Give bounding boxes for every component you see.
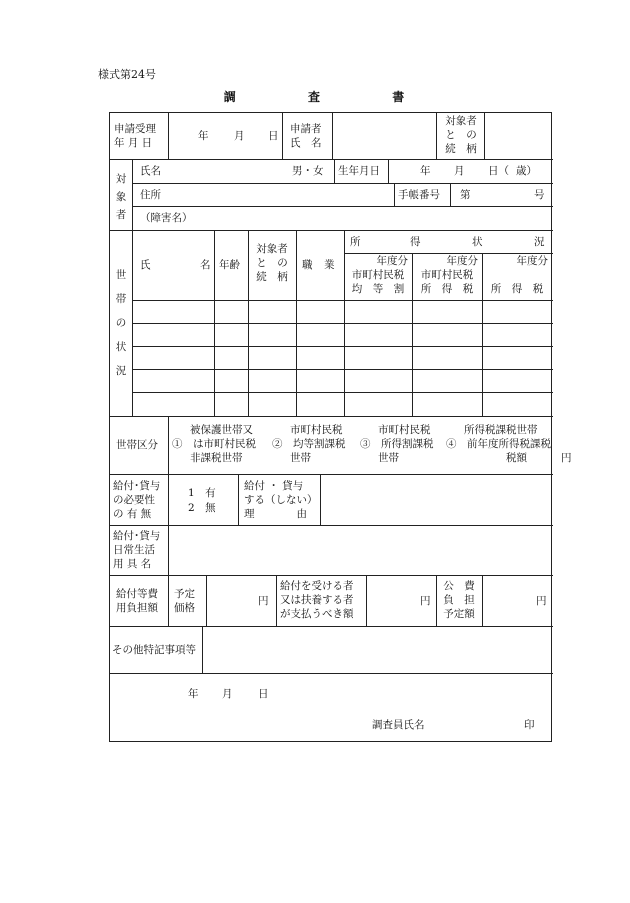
classification-label: 世帯区分	[116, 439, 158, 451]
income-year-label: 年度分	[516, 255, 548, 267]
received-year-unit: 年	[198, 130, 209, 142]
payer-amount-label: 給付を受ける者 又は扶養する者 が支払うべき額	[280, 580, 354, 620]
public-burden-unit: 円	[536, 595, 547, 607]
document-title	[0, 88, 630, 105]
title-char: 書	[392, 90, 407, 104]
necessity-reason-label: 給付 ・ 貸与 する（しない） 理 由	[244, 480, 318, 520]
income-year-label: 年度分	[446, 255, 478, 267]
applicant-relation-label: 対象者 と の 続 柄	[445, 115, 477, 155]
received-month-unit: 月	[234, 130, 245, 142]
survey-year-unit: 年	[188, 688, 199, 700]
gender-field[interactable]: 男・女	[292, 165, 324, 177]
income-header: 所	[350, 236, 361, 248]
handbook-number-label: 手帳番号	[398, 189, 440, 201]
household-label: 世 帯 の 状 況	[115, 269, 127, 377]
survey-form-table	[109, 112, 572, 742]
income-col3-header: 所 得 税	[490, 283, 544, 295]
household-job-header: 職	[302, 259, 313, 271]
household-name-header: 氏	[140, 259, 151, 271]
cost-label: 給付等費 用負担額	[116, 588, 158, 614]
age-unit: 歳）	[516, 165, 537, 177]
planned-price-label: 予定 価格	[174, 588, 195, 614]
investigator-name-label: 調査員氏名	[372, 719, 425, 731]
survey-month-unit: 月	[222, 688, 233, 700]
necessity-option-no[interactable]: 2 無	[188, 502, 216, 514]
public-burden-label: 公 費 負 担 予定額	[443, 580, 475, 620]
income-year-label: 年度分	[376, 255, 408, 267]
daily-items-label: 給付･貸与 日常生活 用 具 名	[113, 530, 161, 570]
received-date-label: 申請受理 年 月 日	[114, 123, 156, 149]
planned-price-unit: 円	[258, 595, 269, 607]
form-number: 様式第24号	[98, 68, 156, 81]
income-header: 況	[534, 236, 545, 248]
household-job-header: 業	[324, 259, 335, 271]
income-header: 状	[472, 236, 483, 248]
classification-option-2[interactable]: 市町村民税 ② 均等割課税 世帯	[272, 424, 346, 464]
necessity-option-yes[interactable]: 1 有	[188, 487, 216, 499]
income-header: 得	[410, 236, 421, 248]
subject-label: 対 象 者	[115, 173, 127, 221]
income-col1-header: 市町村民税 均 等 割	[351, 269, 405, 295]
household-relation-header: 対象者 と の 続 柄	[256, 243, 288, 283]
household-age-header: 年齢	[219, 259, 240, 271]
other-notes-label: その他特記事項等	[112, 644, 196, 656]
classification-option-4[interactable]: 所得税課税世帯 ④ 前年度所得税課税 税額 円	[446, 424, 572, 464]
classification-option-3[interactable]: 市町村民税 ③ 所得割課税 世帯	[360, 424, 434, 464]
payer-amount-unit: 円	[420, 595, 431, 607]
survey-day-unit: 日	[258, 688, 269, 700]
household-name-header: 名	[200, 259, 211, 271]
disability-label: （障害名）	[140, 212, 193, 224]
necessity-label: 給付･貸与 の必要性 の 有 無	[113, 480, 161, 520]
birth-month-unit: 月	[454, 165, 465, 177]
birth-day-unit: 日（	[488, 165, 509, 177]
applicant-name-label: 申請者 氏 名	[290, 123, 322, 149]
address-label: 住所	[140, 189, 161, 201]
handbook-number-suffix: 号	[534, 189, 545, 201]
seal-mark: 印	[524, 719, 535, 731]
birth-year-unit: 年	[420, 165, 431, 177]
title-char: 査	[307, 90, 322, 104]
birth-date-label: 生年月日	[338, 165, 380, 177]
classification-option-1[interactable]: 被保護世帯又 ① は市町村民税 非課税世帯	[172, 424, 256, 464]
received-day-unit: 日	[268, 130, 279, 142]
subject-name-label: 氏名	[140, 165, 161, 177]
title-char: 調	[223, 90, 238, 104]
income-col2-header: 市町村民税 所 得 税	[420, 269, 474, 295]
handbook-number-prefix: 第	[460, 189, 471, 201]
